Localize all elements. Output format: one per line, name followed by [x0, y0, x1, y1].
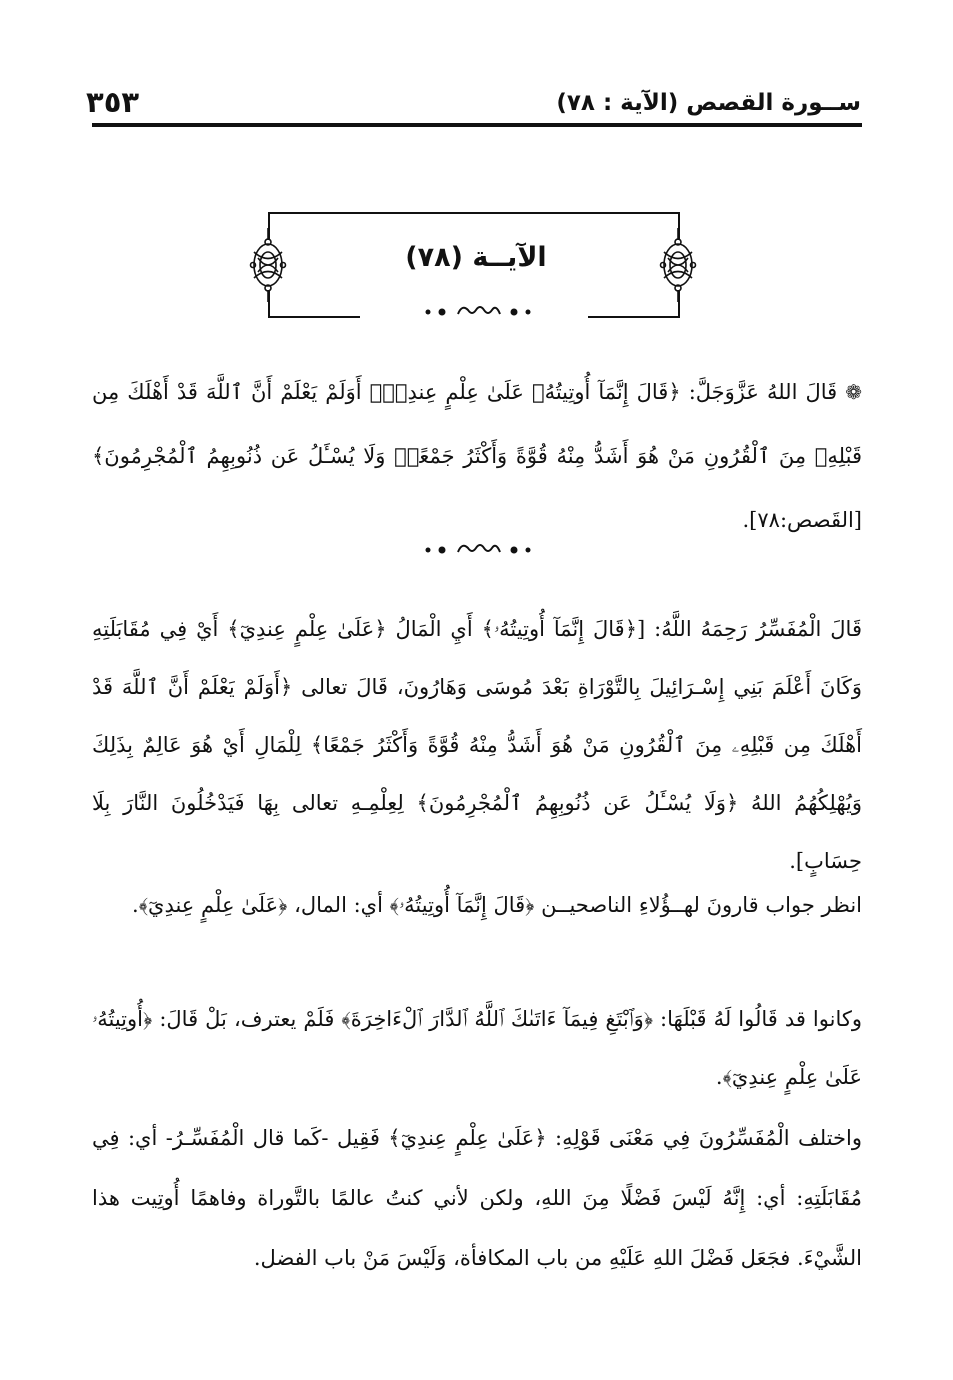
body-paragraph: انظر جواب قارونَ لهــؤُلاءِ الناصحيــن ﴿قَالَ إِنَّمَآ أُوتِيتُهُۥ﴾ أي: المال، ﴿عَلَىٰ عِلْمٍ عِندِيٓ﴾.: [132, 893, 862, 917]
title-frame-top: [268, 212, 680, 214]
ornament-knot-icon: [656, 228, 700, 302]
flower-bullet-icon: ❁: [845, 380, 862, 404]
commentary-paragraph: قَالَ الْمُفَسِّرُ رَحِمَهُ اللَّهُ: [﴿قَالَ إِنَّمَآ أُوتِيتُهُۥ﴾ أَيِ الْمَالُ ﴿عَلَىٰ عِلْمٍ عِندِيٓ﴾ أَيْ فِي مُقَابَلَتِهِ وَكَانَ أَعْلَمَ بَنِي إِسْـرَائِيلَ بِالتَّوْرَاةِ بَعْدَ مُوسَى وَهَارُونَ، قَالَ تعالى ﴿أَوَلَمْ يَعْلَمْ أَنَّ ٱللَّهَ قَدْ أَهْلَكَ مِن قَبْلِهِۦ مِنَ ٱلْقُرُونِ مَنْ هُوَ أَشَدُّ مِنْهُ قُوَّةً وَأَكْثَرُ جَمْعًا﴾ لِلْمَالِ أَيْ هُوَ عَالِمٌ بِذَلِكَ وَيُهْلِكُهُمُ اللهُ ﴿وَلَا يُسْـَٔلُ عَن ذُنُوبِهِمُ ٱلْمُجْرِمُونَ﴾ لِعِلْمِـهِ تعالى بِهَا فَيَدْخُلُونَ النَّارَ بِلَا حِسَابٍ].: [92, 617, 862, 873]
header-rule: [92, 123, 862, 127]
verse-block: [92, 360, 862, 552]
body-paragraph: واختلف الْمُفَسِّرُونَ فِي مَعْنَى قَوْلِهِ: ﴿عَلَىٰ عِلْمٍ عِندِيٓ﴾ فَقِيل -كَما قال الْمُفَسِّـرُ- أي: فِي مُقَابَلَتِهِ: أي: إِنَّهُ لَيْسَ فَضْلًا مِنَ اللهِ، ولكن لأني كنتُ عالمًا بالتَّوراة وفاهمًا أُوتِيت هذا الشَّيْءَ. فجَعَل فَضْلَ اللهِ عَلَيْهِ من باب المكافأة، وَلَيْسَ مَنْ باب الفضل.: [92, 1126, 862, 1270]
page-number: ٣٥٣: [86, 85, 140, 119]
title-frame-bottom-left: [268, 316, 360, 318]
ornament-knot-icon: [246, 228, 290, 302]
body-paragraph: وكانوا قد قَالُوا لَهُ قَبْلَهَا: ﴿وَٱبْتَغِ فِيمَآ ءَاتَىٰكَ ٱللَّهُ ٱلدَّارَ ٱلْءَاخِرَةَ﴾ فَلَمْ يعترف، بَلْ قَالَ: ﴿أُوتِيتُهُۥ عَلَىٰ عِلْمٍ عِندِيٓ﴾.: [92, 1007, 862, 1089]
section-title: الآيــة (٧٨): [405, 242, 547, 273]
divider-ornament-icon: [418, 538, 538, 562]
running-title: ســورة القصص (الآية : ٧٨): [556, 90, 861, 116]
verse-text: قَالَ اللهُ عَزَّوَجَلَّ: ﴿قَالَ إِنَّمَآ أُوتِيتُهُۥ عَلَىٰ عِلْمٍ عِندِيٓۚ أَوَلَمْ يَعْلَمْ أَنَّ ٱللَّهَ قَدْ أَهْلَكَ مِن قَبْلِهِۦ مِنَ ٱلْقُرُونِ مَنْ هُوَ أَشَدُّ مِنْهُ قُوَّةً وَأَكْثَرُ جَمْعًاۚ وَلَا يُسْـَٔلُ عَن ذُنُوبِهِمُ ٱلْمُجْرِمُونَ﴾ [القَصص:٧٨].: [92, 380, 862, 532]
divider-ornament-icon: [418, 300, 538, 324]
title-frame-bottom-right: [588, 316, 680, 318]
